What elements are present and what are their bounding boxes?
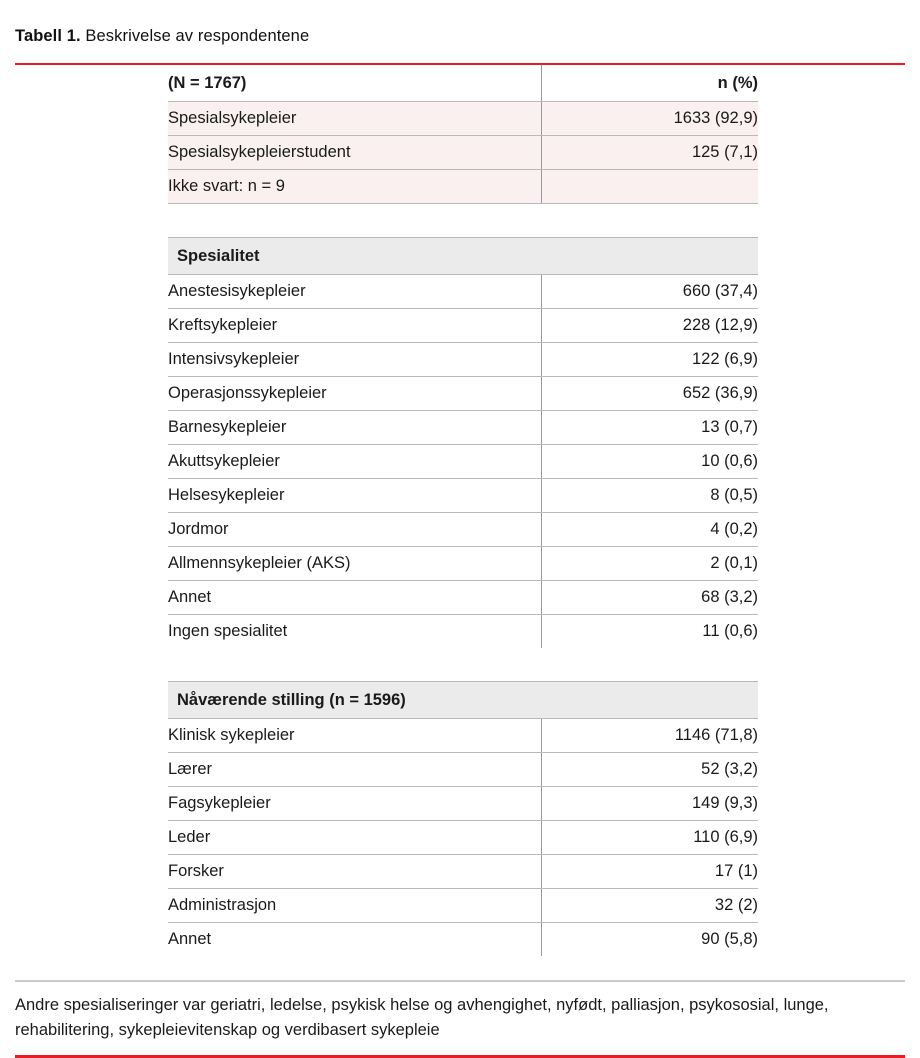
row-value: 122 (6,9) [541,343,758,377]
row-label: Administrasjon [168,889,541,923]
row-label: Intensivsykepleier [168,343,541,377]
table-row [168,275,758,309]
row-label: Ingen spesialitet [168,622,288,640]
table-row [168,821,758,855]
table-row [168,445,758,479]
row-value: 10 (0,6) [541,445,758,479]
table-row [168,513,758,547]
table-row [168,170,758,204]
row-label: Annet [168,930,212,948]
row-label: Anestesisykepleier [168,275,541,309]
section-heading-row [168,682,758,719]
table-row [168,377,758,411]
section-gap [168,204,758,237]
row-value: 11 (0,6) [541,615,758,649]
data-table [168,65,758,204]
table-row [168,309,758,343]
table-row [168,343,758,377]
table-row [168,479,758,513]
row-value [541,170,758,204]
row-label: Klinisk sykepleier [168,719,541,753]
row-value: 17 (1) [541,855,758,889]
tables-container [168,65,758,956]
row-value: 4 (0,2) [541,513,758,547]
table-row [168,136,758,170]
table-row [168,102,758,136]
row-value: 8 (0,5) [541,479,758,513]
row-value: 52 (3,2) [541,753,758,787]
table-caption-label: Tabell 1. [15,27,81,45]
row-value: 149 (9,3) [541,787,758,821]
footnote-text: Andre spesialiseringer var geriatri, ledelse, psykisk helse og avhengighet, nyfødt, palliasjon, psykososial, lunge, rehabilitering, sykepleievitenskap og verdibasert sykepleie [15,996,829,1039]
row-label: Ikke svart: n = 9 [168,170,541,204]
section-heading-row [168,238,758,275]
column-header-value: n (%) [541,65,758,102]
row-value: 13 (0,7) [541,411,758,445]
row-label: Barnesykepleier [168,411,541,445]
table-caption-text: Beskrivelse av respondentene [80,27,310,45]
data-table [168,681,758,956]
footnote-section [15,980,905,1058]
row-value: 228 (12,9) [541,309,758,343]
section-heading-label: Nåværende stilling (n = 1596) [168,682,758,719]
row-value: 68 (3,2) [541,581,758,615]
row-value: 1146 (71,8) [541,719,758,753]
section-heading-label: Spesialitet [168,238,758,275]
table-row [168,411,758,445]
row-label: Kreftsykepleier [168,309,541,343]
table-row [168,787,758,821]
table-header-row [168,65,758,102]
row-label: Akuttsykepleier [168,445,541,479]
row-label: Allmennsykepleier (AKS) [168,547,541,581]
section-gap [168,648,758,681]
row-label: Leder [168,821,541,855]
row-label: Lærer [168,753,541,787]
row-value: 2 (0,1) [541,547,758,581]
table-row [168,923,758,957]
table-row [168,547,758,581]
row-label: Helsesykepleier [168,479,541,513]
row-label: Forsker [168,855,541,889]
table-row [168,753,758,787]
row-label: Operasjonssykepleier [168,377,541,411]
table-row [168,581,758,615]
row-value: 660 (37,4) [541,275,758,309]
row-value: 32 (2) [541,889,758,923]
data-table [168,237,758,648]
table-row [168,855,758,889]
row-value: 110 (6,9) [541,821,758,855]
row-value: 652 (36,9) [541,377,758,411]
table-caption [15,0,905,46]
row-label: Annet [168,581,541,615]
row-value: 125 (7,1) [541,136,758,170]
row-label: Jordmor [168,513,541,547]
table-row [168,615,758,649]
row-label: Spesialsykepleier [168,102,541,136]
row-label: Spesialsykepleierstudent [168,136,541,170]
row-value: 90 (5,8) [541,923,758,957]
table-row [168,719,758,753]
row-label: Fagsykepleier [168,787,541,821]
table-row [168,889,758,923]
row-value: 1633 (92,9) [541,102,758,136]
column-header-label: (N = 1767) [168,65,541,102]
